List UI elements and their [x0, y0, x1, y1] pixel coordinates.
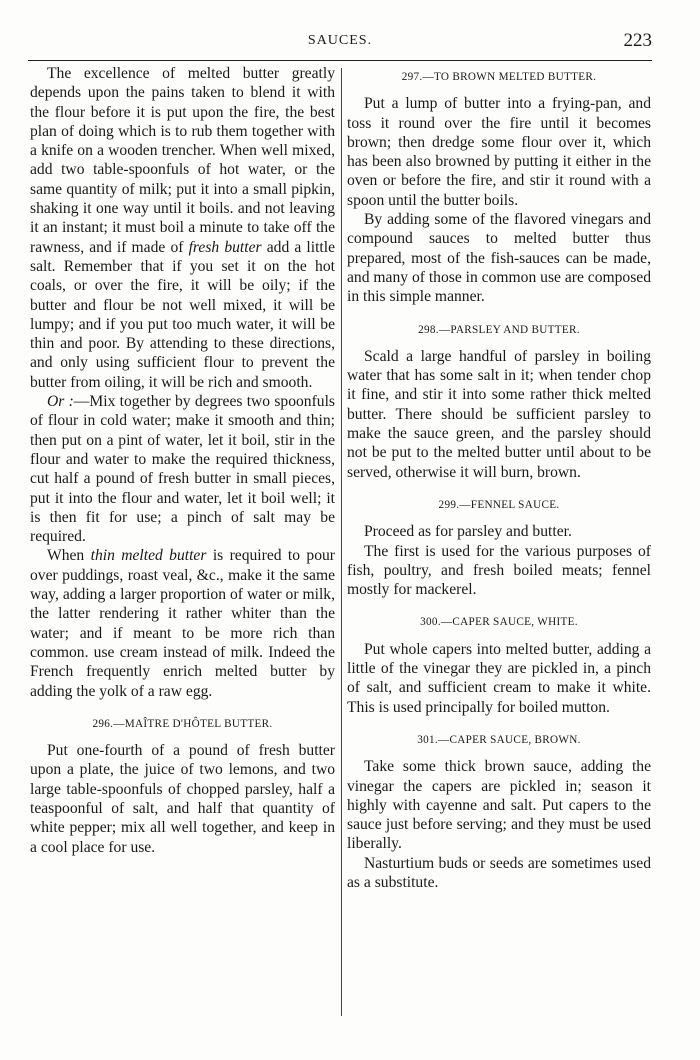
left-column: [30, 64, 335, 857]
running-head: SAUCES.: [307, 33, 373, 48]
recipe-text-296: Put one-fourth of a pound of fresh butter upon a plate, the juice of two lemons, and two large table-spoonfuls of chopped parsley, half a teaspoonful of salt, and half that quantity of white pepper; mix all well together, and keep in a cool place for use.: [30, 742, 335, 856]
recipe-heading-299: 299.—FENNEL SAUCE.: [438, 498, 560, 511]
recipe-note-299: The first is used for the various purposes of fish, poultry, and fresh boiled meats; fennel mostly for mackerel.: [347, 542, 651, 599]
paragraph-text: add a little salt. Remember that if you set it on the hot coals, or over the fire, it will be oily; if the butter and flour be not well mixed, it will be lumpy; and if you put too much water, it will be thin and poor. By attending to these directions, and only using sufficient flour to prevent the butter from oiling, it will be rich and smooth.: [30, 238, 336, 391]
header-rule: [28, 60, 652, 61]
italic-phrase: Or :: [47, 393, 74, 411]
recipe-text-301: Take some thick brown sauce, adding the vinegar the capers are pickled in; season it highly with cayenne and salt. Put capers to the sauce just before serving; and they must be used liberally.: [347, 758, 651, 853]
recipe-heading-300: 300.—CAPER SAUCE, WHITE.: [420, 616, 578, 629]
recipe-heading-298: 298.—PARSLEY AND BUTTER.: [418, 323, 580, 336]
recipe-note-297: By adding some of the flavored vinegars and compound sauces to melted butter thus prepared, most of the fish-sauces can be made, and many of those in common use are composed in this simple manner.: [347, 211, 652, 306]
recipe-heading-301: 301.—CAPER SAUCE, BROWN.: [417, 733, 581, 746]
paragraph-melted-butter: [30, 64, 335, 392]
right-column: [347, 64, 651, 892]
recipe-heading-297: 297.—TO BROWN MELTED BUTTER.: [401, 71, 597, 83]
recipe-heading-296: 296.—MAÎTRE D'HÔTEL BUTTER.: [92, 717, 273, 730]
recipe-text-297: Put a lump of butter into a frying-pan, and toss it round over the fire until it becomes brown; then dredge some flour over it, which has been also browned by putting it either in the oven or before the fire, and stir it round with a spoon until the butter boils.: [347, 95, 651, 209]
paragraph-text: —Mix together by degrees two spoonfuls of flour in cold water; make it smooth and thin; then put on a pint of water, let it boil, stir in the flour and water to make the required thickness, cut half a pound of fresh butter in small pieces, put it into the flour and water, let it boil well; it is then fit for use; a pinch of salt may be required.: [30, 393, 335, 546]
paragraph-text: is required to pour over puddings, roast veal, &c., make it the same way, adding a larger proportion of water or milk, the latter rendering it rather whiter than the water; and if meant to be more rich than common. use cream instead of milk. Indeed the French frequently enrich melted butter by adding the yolk of a raw egg.: [30, 547, 335, 700]
paragraph-text: The excellence of melted butter greatly depends upon the pains taken to blend it with the flour before it is put upon the fire, the best plan of doing which is to rub them together with a knife on a wooden trencher. When well mixed, add two table-spoonfuls of hot water, or the same quantity of milk; put it into a small pipkin, shaking it one way until it boils. and not leaving it an instant; it must boil a minute to take off the rawness, and if made of: [30, 65, 335, 256]
recipe-text-299: Proceed as for parsley and butter.: [364, 523, 572, 541]
paragraph-thin-butter: [30, 546, 335, 700]
paragraph-text: When: [47, 547, 85, 565]
column-divider: [341, 68, 342, 1016]
page-number: 223: [623, 30, 652, 51]
italic-phrase: fresh butter: [188, 238, 262, 256]
paragraph-alternative: [30, 392, 335, 546]
page-header: [28, 30, 652, 56]
recipe-text-300: Put whole capers into melted butter, adding a little of the vinegar they are pickled in, a pinch of salt, and sufficient cream to make it white. This is used principally for boiled mutton.: [347, 640, 651, 716]
recipe-note-301: Nasturtium buds or seeds are sometimes used as a substitute.: [347, 854, 651, 891]
recipe-text-298: Scald a large handful of parsley in boiling water that has some salt in it; when tender chop it fine, and stir it into some rather thick melted butter. There should be sufficient parsley to make the sauce green, and the parsley should not be put to the melted butter until about to be served, otherwise it will burn, brown.: [347, 347, 651, 481]
italic-phrase: thin melted butter: [90, 547, 207, 565]
